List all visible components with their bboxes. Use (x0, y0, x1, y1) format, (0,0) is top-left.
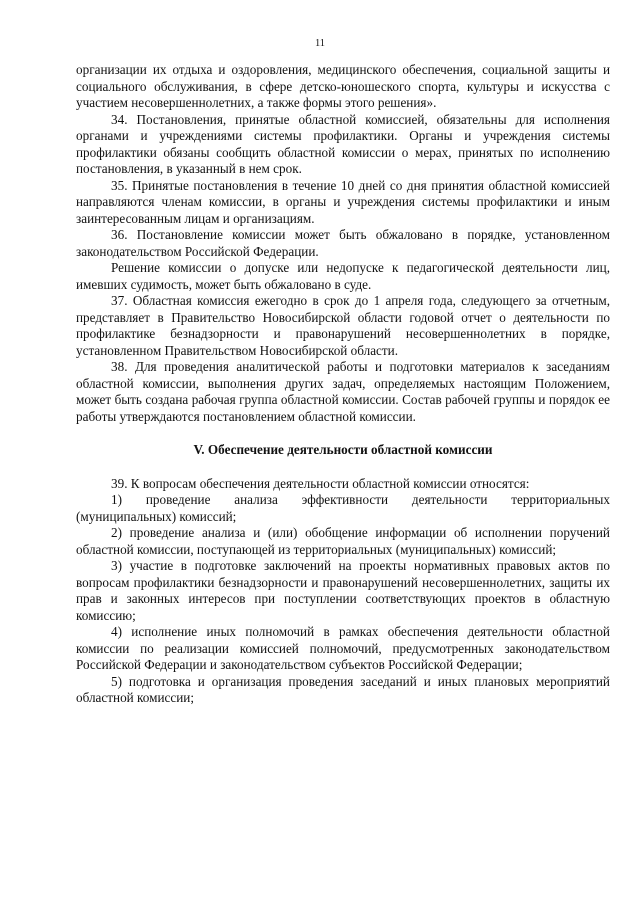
paragraph-item-38: 38. Для проведения аналитической работы и подготовки материалов к заседаниям областной комиссии, выполнения других задач, определяемых настоящим Положением, может быть создана рабочая группа областной комиссии. Состав рабочей группы и порядок ее работы утверждаются постановлением областной комиссии. (76, 359, 610, 424)
list-item-1: 1) проведение анализа эффективности деятельности территориальных (муниципальных) комиссий; (76, 492, 610, 524)
list-item-2: 2) проведение анализа и (или) обобщение информации об исполнении поручений областной комиссии, поступающей из территориальных (муниципальных) комиссий; (76, 525, 610, 557)
list-item-3: 3) участие в подготовке заключений на проекты нормативных правовых актов по вопросам профилактики безнадзорности и правонарушений несовершеннолетних, защиты их прав и законных интересов при поступлении соответствующих проектов в областную комиссию; (76, 558, 610, 623)
paragraph-item-34: 34. Постановления, принятые областной комиссией, обязательны для исполнения органами и учреждениями системы профилактики. Органы и учреждения системы профилактики обязаны сообщить областной комиссии о мерах, принятых по исполнению постановления, в указанный в нем срок. (76, 111, 610, 176)
list-item-4: 4) исполнение иных полномочий в рамках обеспечения деятельности областной комиссии по реализации комиссией полномочий, предусмотренных законодательством Российской Федерации и законодательством субъектов Российской Федерации; (76, 624, 610, 672)
paragraph-item-35: 35. Принятые постановления в течение 10 дней со дня принятия областной комиссией направляются членам комиссии, в органы и учреждения системы профилактики и иным заинтересованным лицам и организациям. (76, 177, 610, 226)
paragraph-item-36-appeal: Решение комиссии о допуске или недопуске к педагогической деятельности лиц, имевших судимость, может быть обжаловано в суде. (76, 260, 610, 292)
paragraph-item-39: 39. К вопросам обеспечения деятельности областной комиссии относятся: (111, 475, 530, 491)
document-body (76, 62, 610, 707)
paragraph-item-37: 37. Областная комиссия ежегодно в срок до 1 апреля года, следующего за отчетным, представляет в Правительство Новосибирской области годовой отчет о деятельности по профилактике безнадзорности и правонарушений несовершеннолетних в порядке, установленном Правительством Новосибирской области. (76, 293, 610, 358)
paragraph-item-36: 36. Постановление комиссии может быть обжаловано в порядке, установленном законодательством Российской Федерации. (76, 227, 610, 259)
paragraph-continuation: организации их отдыха и оздоровления, медицинского обеспечения, социальной защиты и социального обслуживания, в сфере детско-юношеского спорта, культуры и искусства с участием несовершеннолетних, а также формы этого решения». (76, 62, 610, 110)
page-number: 11 (314, 38, 326, 49)
section-heading: V. Обеспечение деятельности областной комиссии (193, 442, 493, 457)
list-item-5: 5) подготовка и организация проведения заседаний и иных плановых мероприятий областной комиссии; (76, 673, 610, 705)
